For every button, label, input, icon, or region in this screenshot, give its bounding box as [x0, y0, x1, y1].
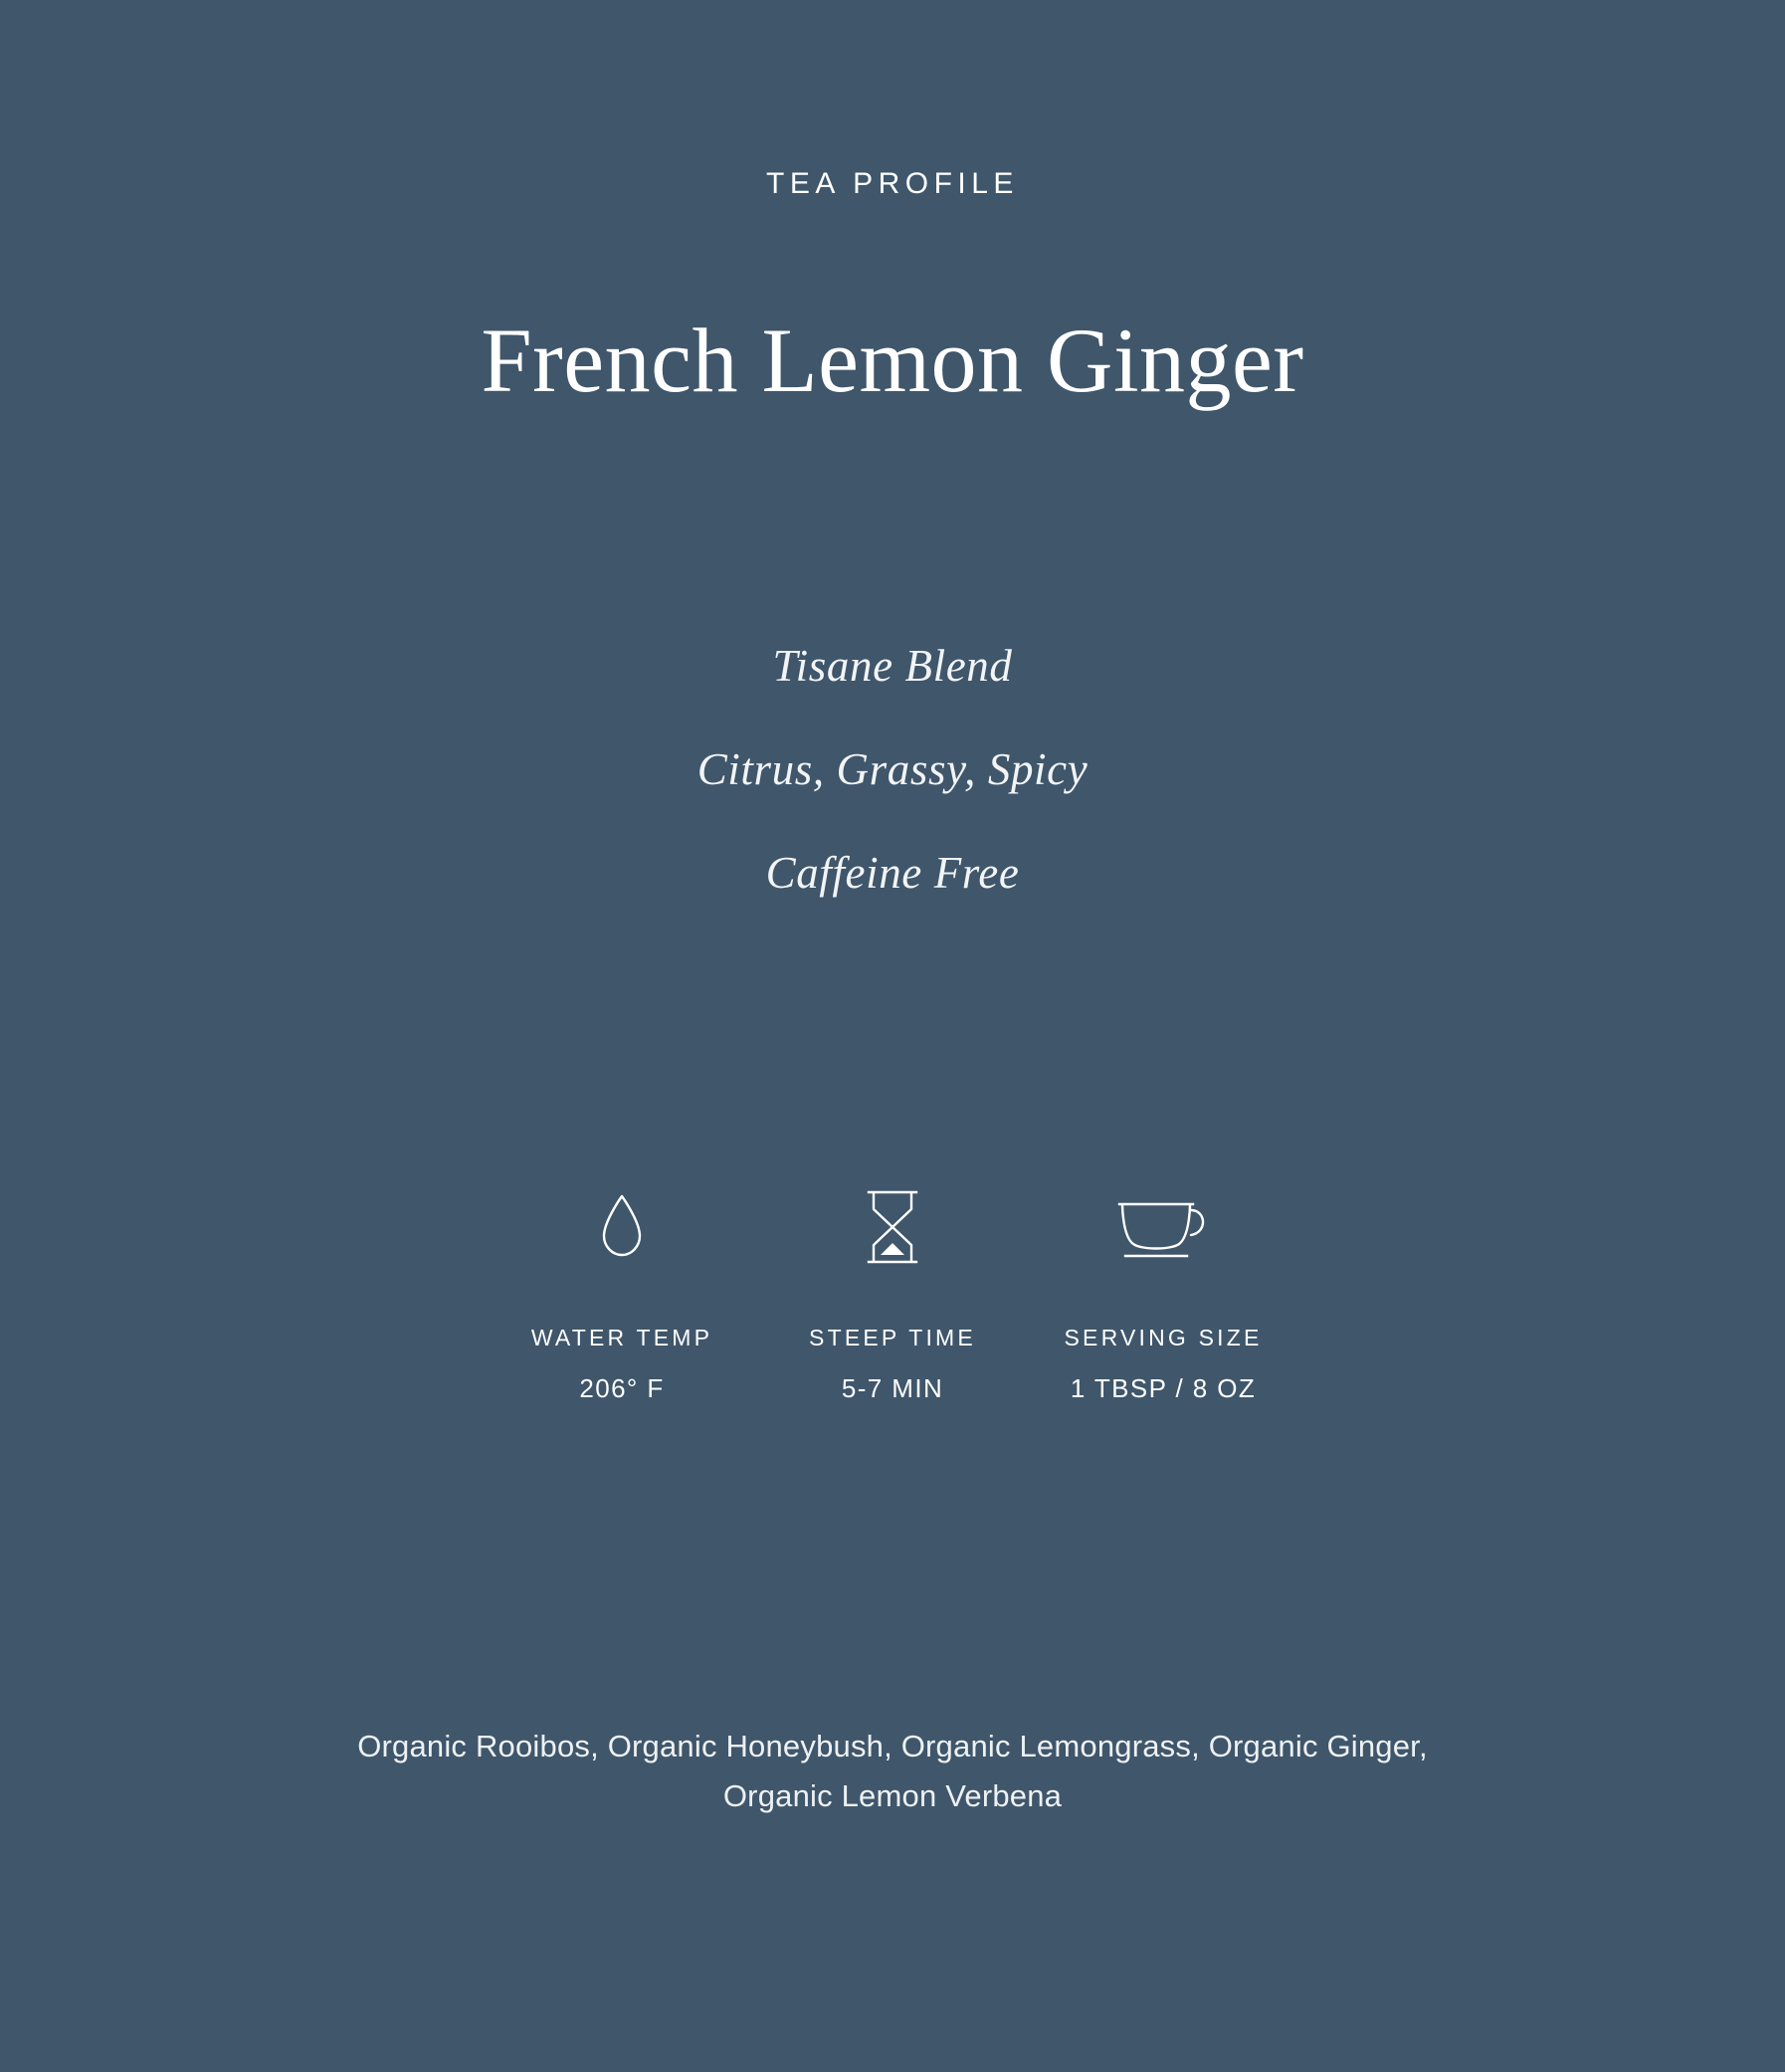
- eyebrow-label: TEA PROFILE: [766, 167, 1019, 200]
- attribute-flavor-notes: Citrus, Grassy, Spicy: [696, 743, 1089, 794]
- brew-item-water-temp: [487, 1185, 757, 1404]
- brew-item-steep-time: [757, 1185, 1028, 1404]
- brew-label-steep-time: STEEP TIME: [809, 1324, 976, 1350]
- ingredients-list: Organic Rooibos, Organic Honeybush, Organic Lemongrass, Organic Ginger, Organic Lemon Verbena: [357, 1728, 1428, 1813]
- brew-value-steep-time: 5-7 MIN: [841, 1372, 944, 1403]
- water-drop-icon: [597, 1185, 647, 1269]
- attribute-list: [697, 640, 1089, 899]
- brew-item-serving-size: [1028, 1185, 1298, 1404]
- page-title: French Lemon Ginger: [481, 310, 1304, 411]
- attribute-blend-type: Tisane Blend: [772, 640, 1013, 691]
- brew-label-serving-size: SERVING SIZE: [1064, 1324, 1263, 1350]
- teacup-icon: [1111, 1185, 1215, 1269]
- brew-label-water-temp: WATER TEMP: [530, 1324, 713, 1350]
- brewing-instructions: [0, 1185, 1785, 1404]
- attribute-caffeine: Caffeine Free: [765, 847, 1020, 898]
- hourglass-icon: [857, 1185, 928, 1269]
- brew-value-serving-size: 1 TBSP / 8 OZ: [1070, 1372, 1257, 1403]
- brew-value-water-temp: 206° F: [579, 1372, 665, 1403]
